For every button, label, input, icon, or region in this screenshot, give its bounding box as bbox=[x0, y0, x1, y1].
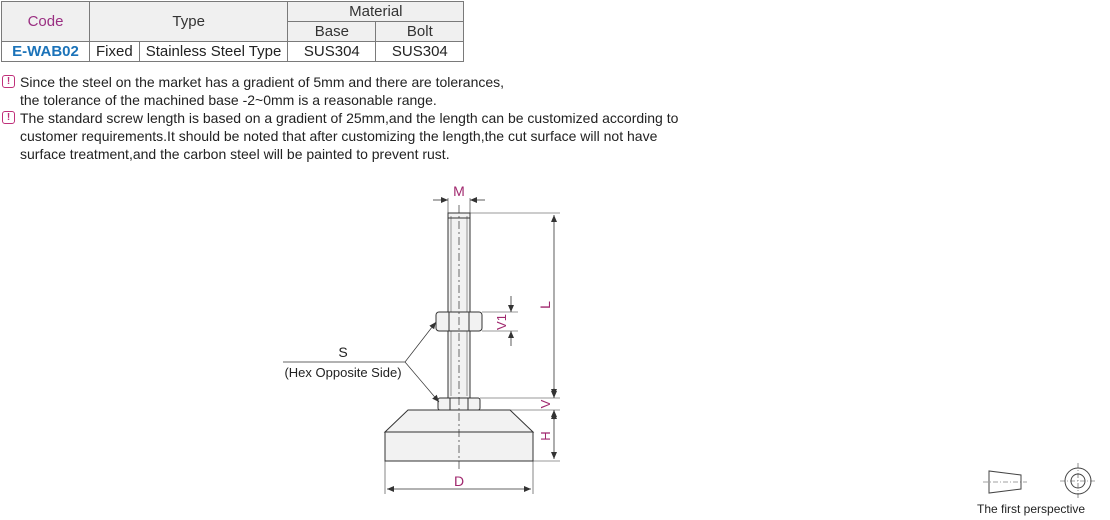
dimension-s bbox=[283, 322, 439, 402]
dimension-s-note: (Hex Opposite Side) bbox=[284, 365, 402, 380]
cell-type-stainless: Stainless Steel Type bbox=[139, 42, 288, 62]
dimension-l-label: L bbox=[537, 301, 553, 309]
warning-icon: ! bbox=[2, 111, 15, 124]
header-type: Type bbox=[90, 2, 288, 42]
header-base: Base bbox=[288, 22, 376, 42]
note-1-line-2: the tolerance of the machined base -2~0mm is a reasonable range. bbox=[20, 92, 437, 108]
cell-base-material: SUS304 bbox=[288, 42, 376, 62]
dimension-m-label: M bbox=[453, 183, 465, 199]
dimension-l bbox=[470, 213, 560, 398]
dimension-h bbox=[533, 412, 560, 461]
header-code: Code bbox=[2, 2, 90, 42]
projection-label: The first perspective bbox=[977, 502, 1086, 516]
dimension-d-label: D bbox=[453, 473, 465, 489]
note-2-line-3: surface treatment,and the carbon steel will be painted to prevent rust. bbox=[20, 146, 450, 162]
note-2-line-2: customer requirements.It should be noted that after customizing the length,the cut surface will not have bbox=[20, 128, 658, 144]
header-bolt: Bolt bbox=[376, 22, 464, 42]
dimension-v1-label: V1 bbox=[494, 314, 509, 330]
cell-bolt-material: SUS304 bbox=[376, 42, 464, 62]
header-material: Material bbox=[288, 2, 464, 22]
dimension-v1 bbox=[482, 296, 518, 346]
warning-icon: ! bbox=[2, 75, 15, 88]
dimension-h-label: H bbox=[538, 431, 553, 441]
first-angle-projection-icon bbox=[983, 463, 1096, 499]
note-2-line-1: The standard screw length is based on a gradient of 25mm,and the length can be customized according to bbox=[20, 110, 679, 126]
cell-code: E-WAB02 bbox=[2, 42, 90, 62]
cell-type-fixed: Fixed bbox=[90, 42, 140, 62]
note-1-line-1: Since the steel on the market has a gradient of 5mm and there are tolerances, bbox=[20, 74, 505, 90]
dimension-s-label: S bbox=[338, 344, 348, 360]
dimension-v-label: V bbox=[538, 399, 553, 409]
